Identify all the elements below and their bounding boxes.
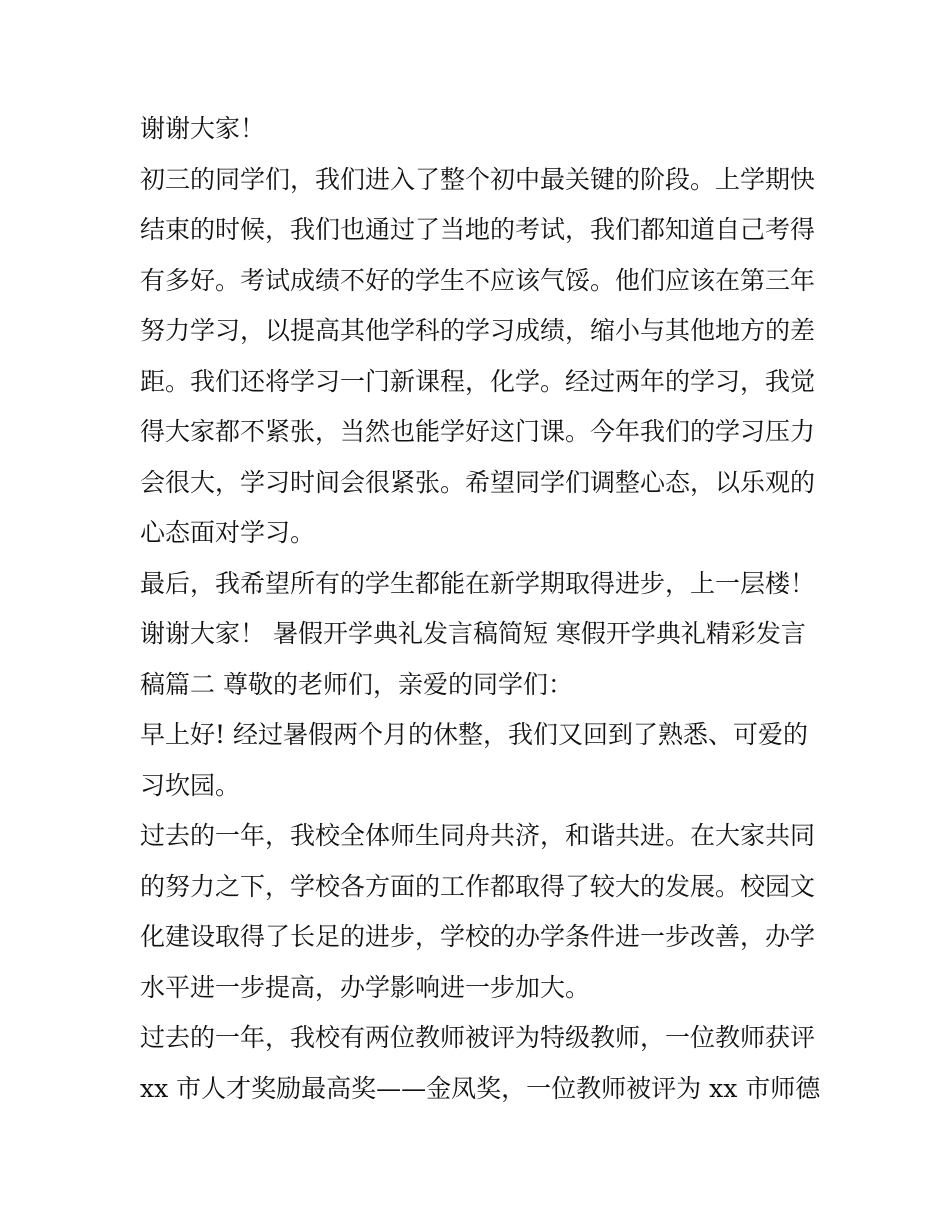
text-line: 水平进一步提高，办学影响进一步加大。 (140, 972, 591, 1002)
text-line: 过去的一年，我校有两位教师被评为特级教师，一位教师获评 (140, 1023, 816, 1052)
text-line: 习坎园。 (140, 770, 241, 800)
text-line: 会很大，学习时间会很紧张。希望同学们调整心态，以乐观的 (140, 467, 816, 497)
text-line: 距。我们还将学习一门新课程，化学。经过两年的学习，我觉 (140, 366, 816, 396)
text-line: 努力学习，以提高其他学科的学习成绩，缩小与其他地方的差 (140, 316, 816, 345)
text-line: 谢谢大家！ (140, 114, 266, 143)
text-line: 最后，我希望所有的学生都能在新学期取得进步，上一层楼！ (140, 568, 816, 598)
text-line: xx 市人才奖励最高奖——金凤奖，一位教师被评为 xx 市师德 (140, 1073, 821, 1103)
body-text (140, 104, 820, 1114)
text-line: 过去的一年，我校全体师生同舟共济，和谐共进。在大家共同 (140, 821, 816, 850)
text-line: 早上好! 经过暑假两个月的休整，我们又回到了熟悉、可爱的 (140, 720, 808, 749)
text-line: 稿篇二 尊敬的老师们，亲爱的同学们： (140, 669, 573, 699)
text-line: 有多好。考试成绩不好的学生不应该气馁。他们应该在第三年 (140, 265, 816, 295)
text-line: 心态面对学习。 (140, 518, 316, 547)
text-line: 结束的时候，我们也通过了当地的考试，我们都知道自己考得 (140, 215, 816, 244)
text-line: 初三的同学们，我们进入了整个初中最关键的阶段。上学期快 (140, 164, 816, 194)
text-line: 得大家都不紧张，当然也能学好这门课。今年我们的学习压力 (140, 417, 816, 446)
text-line: 的努力之下，学校各方面的工作都取得了较大的发展。校园文 (140, 871, 816, 901)
text-line: 谢谢大家！ 暑假开学典礼发言稿简短 寒假开学典礼精彩发言 (140, 619, 806, 648)
text-line: 化建设取得了长足的进步，学校的办学条件进一步改善，办学 (140, 922, 816, 951)
